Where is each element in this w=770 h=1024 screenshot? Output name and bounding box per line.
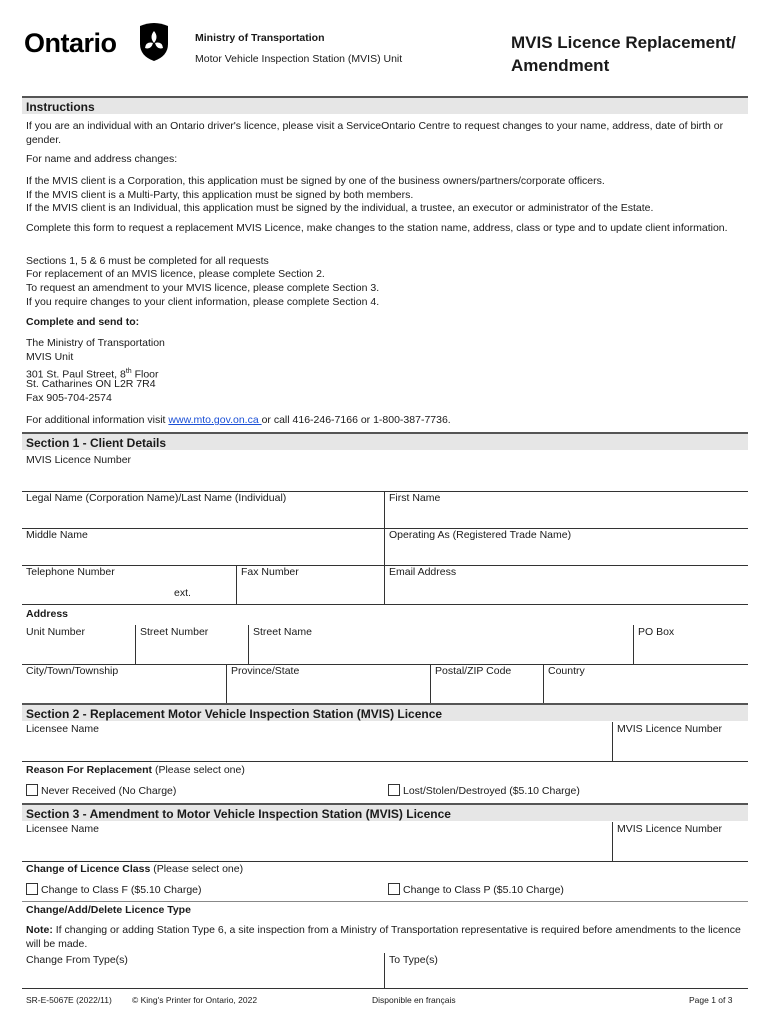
french-available: Disponible en français <box>372 995 456 1005</box>
address-line3-sup: th <box>125 368 132 375</box>
to-types-field[interactable] <box>385 952 748 988</box>
ext-label: ext. <box>174 587 191 599</box>
reason-hint: (Please select one) <box>152 764 245 776</box>
instructions-p5a: Sections 1, 5 & 6 must be completed for all requests <box>26 255 269 267</box>
first-name-label: First Name <box>389 492 441 504</box>
operating-as-label: Operating As (Registered Trade Name) <box>389 529 572 541</box>
instructions-p1: If you are an individual with an Ontario driver's licence, please visit a ServiceOntario Centre to request changes to your name, address, date of birth or gender. <box>26 120 724 146</box>
address-line3-pre: 301 St. Paul Street, 8 <box>26 368 126 381</box>
page-number: Page 1 of 3 <box>689 995 733 1005</box>
instructions-p3c: If the MVIS client is an Individual, this application must be signed by the individual, a trustee, an executor or administrator of the Estate. <box>26 202 654 214</box>
unit-name: Motor Vehicle Inspection Station (MVIS) Unit <box>195 53 403 65</box>
s2-licensee-name-label: Licensee Name <box>26 723 99 735</box>
address-heading: Address <box>26 608 69 620</box>
change-of-licence-class <box>26 863 746 877</box>
class-p-checkbox[interactable] <box>388 883 400 895</box>
class-label: Change of Licence Class <box>26 863 151 875</box>
street-name-field[interactable] <box>249 624 632 664</box>
legal-name-label: Legal Name (Corporation Name)/Last Name (Individual) <box>26 492 287 504</box>
s3-mvis-licence-number-label: MVIS Licence Number <box>617 823 723 835</box>
reason-for-replacement <box>26 764 746 778</box>
mto-website-link[interactable]: www.mto.gov.on.ca <box>168 414 262 426</box>
instructions-p5d: If you require changes to your client information, please complete Section 4. <box>26 296 380 308</box>
note-label: Note: <box>26 924 53 936</box>
additional-info <box>26 414 746 428</box>
s2-mvis-licence-number-field[interactable] <box>613 721 748 761</box>
site-inspection-note <box>26 924 746 951</box>
lost-stolen-option[interactable] <box>388 784 580 797</box>
never-received-label: Never Received (No Charge) <box>41 785 177 797</box>
address-line4: St. Catharines ON L2R 7R4 <box>26 378 156 390</box>
form-number: SR-E-5067E (2022/11) <box>26 995 112 1005</box>
s3-mvis-licence-number-field[interactable] <box>613 821 748 861</box>
unit-number-label: Unit Number <box>26 626 85 638</box>
telephone-field[interactable] <box>22 564 236 604</box>
never-received-checkbox[interactable] <box>26 784 38 796</box>
legal-name-field[interactable] <box>22 490 384 528</box>
reason-label: Reason For Replacement <box>26 764 153 776</box>
first-name-field[interactable] <box>385 490 748 528</box>
address-line1: The Ministry of Transportation <box>26 337 165 349</box>
class-p-label: Change to Class P ($5.10 Charge) <box>403 884 564 896</box>
province-label: Province/State <box>231 665 300 677</box>
telephone-label: Telephone Number <box>26 566 115 578</box>
class-f-option[interactable] <box>26 883 202 896</box>
change-from-label: Change From Type(s) <box>26 954 128 966</box>
lost-stolen-checkbox[interactable] <box>388 784 400 796</box>
info-post: or call 416-246-7166 or 1-800-387-7736. <box>261 414 451 426</box>
province-field[interactable] <box>227 663 430 703</box>
mvis-licence-number-label: MVIS Licence Number <box>26 454 132 466</box>
email-label: Email Address <box>389 566 457 578</box>
po-box-label: PO Box <box>638 626 675 638</box>
s2-mvis-licence-number-label: MVIS Licence Number <box>617 723 723 735</box>
trillium-icon <box>136 22 172 62</box>
instructions-p3a: If the MVIS client is a Corporation, this application must be signed by one of the business owners/partners/corporate officers. <box>26 175 605 187</box>
mvis-licence-number-field[interactable] <box>22 452 748 492</box>
note-text: If changing or adding Station Type 6, a site inspection from a Ministry of Transportation representative is required before amendments to the licence will be made. <box>26 924 741 950</box>
postal-code-field[interactable] <box>431 663 543 703</box>
middle-name-label: Middle Name <box>26 529 88 541</box>
city-label: City/Town/Township <box>26 665 119 677</box>
email-field[interactable] <box>385 564 748 604</box>
form-title-line1: MVIS Licence Replacement/ <box>511 33 736 52</box>
street-number-field[interactable] <box>136 624 248 664</box>
street-number-label: Street Number <box>140 626 209 638</box>
never-received-option[interactable] <box>26 784 176 797</box>
middle-name-field[interactable] <box>22 527 384 565</box>
operating-as-field[interactable] <box>385 527 748 565</box>
section2-heading: Section 2 - Replacement Motor Vehicle Inspection Station (MVIS) Licence <box>22 703 748 721</box>
instructions-heading: Instructions <box>22 96 748 114</box>
s3-licensee-name-field[interactable] <box>22 821 612 861</box>
logo-wordmark: Ontario <box>24 28 117 58</box>
licence-type-heading: Change/Add/Delete Licence Type <box>26 904 191 916</box>
form-title <box>511 31 751 77</box>
send-heading: Complete and send to: <box>26 316 140 328</box>
instructions-p4: Complete this form to request a replacement MVIS Licence, make changes to the station name, address, class or type and to update client information. <box>26 222 728 234</box>
address-line5: Fax 905-704-2574 <box>26 392 112 404</box>
instructions-p5b: For replacement of an MVIS licence, please complete Section 2. <box>26 268 325 280</box>
s2-licensee-name-field[interactable] <box>22 721 612 761</box>
address-line2: MVIS Unit <box>26 351 74 363</box>
form-title-line2: Amendment <box>511 56 610 75</box>
country-field[interactable] <box>544 663 748 703</box>
lost-stolen-label: Lost/Stolen/Destroyed ($5.10 Charge) <box>403 785 580 797</box>
class-hint: (Please select one) <box>150 863 244 875</box>
postal-code-label: Postal/ZIP Code <box>435 665 512 677</box>
po-box-field[interactable] <box>634 624 748 664</box>
class-f-checkbox[interactable] <box>26 883 38 895</box>
to-types-label: To Type(s) <box>389 954 438 966</box>
instructions-p2: For name and address changes: <box>26 153 178 165</box>
change-from-types-field[interactable] <box>22 952 384 988</box>
city-field[interactable] <box>22 663 226 703</box>
s3-licensee-name-label: Licensee Name <box>26 823 99 835</box>
instructions-p3b: If the MVIS client is a Multi-Party, this application must be signed by both members. <box>26 189 414 201</box>
fax-field[interactable] <box>237 564 384 604</box>
section1-heading: Section 1 - Client Details <box>22 432 748 450</box>
address-line3-post: Floor <box>131 368 159 381</box>
street-name-label: Street Name <box>253 626 312 638</box>
copyright: © King's Printer for Ontario, 2022 <box>132 995 258 1005</box>
country-label: Country <box>548 665 585 677</box>
ministry-name: Ministry of Transportation <box>195 32 325 44</box>
class-p-option[interactable] <box>388 883 564 896</box>
section3-heading: Section 3 - Amendment to Motor Vehicle Inspection Station (MVIS) Licence <box>22 803 748 821</box>
class-f-label: Change to Class F ($5.10 Charge) <box>41 884 202 896</box>
fax-label: Fax Number <box>241 566 299 578</box>
unit-number-field[interactable] <box>22 624 135 664</box>
instructions-p5c: To request an amendment to your MVIS licence, please complete Section 3. <box>26 282 380 294</box>
ontario-logo <box>24 22 174 66</box>
info-pre: For additional information visit <box>26 414 169 426</box>
